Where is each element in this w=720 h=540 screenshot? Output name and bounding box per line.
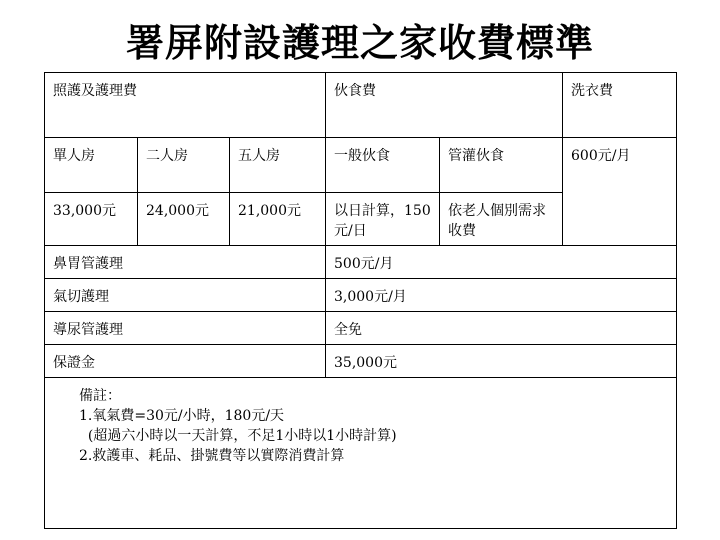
room-type-single: 單人房 — [45, 138, 138, 193]
meal-type-general: 一般伙食 — [326, 138, 440, 193]
care-fee-header: 照護及護理費 — [45, 73, 326, 138]
table-row — [45, 345, 677, 378]
table-row — [45, 138, 677, 193]
meal-value-general: 以日計算，150元/日 — [326, 193, 440, 246]
note-line: 2.救護車、耗品、掛號費等以實際消費計算 — [79, 448, 345, 464]
room-type-five: 五人房 — [230, 138, 326, 193]
note-line: 1.氧氣費=30元/小時，180元/天 — [79, 408, 285, 424]
table-row — [45, 246, 677, 279]
room-price-five: 21,000元 — [230, 193, 326, 246]
row-value: 3,000元/月 — [326, 279, 677, 312]
fee-table — [44, 72, 677, 529]
table-row — [45, 73, 677, 138]
row-label: 導尿管護理 — [45, 312, 326, 345]
table-row — [45, 378, 677, 529]
table-row — [45, 279, 677, 312]
row-label: 保證金 — [45, 345, 326, 378]
row-value: 500元/月 — [326, 246, 677, 279]
room-type-double: 二人房 — [138, 138, 230, 193]
row-value: 35,000元 — [326, 345, 677, 378]
meal-fee-header: 伙食費 — [326, 73, 563, 138]
meal-type-tube: 管灌伙食 — [440, 138, 563, 193]
row-value: 全免 — [326, 312, 677, 345]
room-price-double: 24,000元 — [138, 193, 230, 246]
laundry-fee-header: 洗衣費 — [563, 73, 677, 138]
page-title: 署屏附設護理之家收費標準 — [125, 20, 594, 65]
row-label: 鼻胃管護理 — [45, 246, 326, 279]
note-line: (超過六小時以一天計算，不足1小時以1小時計算) — [79, 428, 397, 444]
room-price-single: 33,000元 — [45, 193, 138, 246]
laundry-value: 600元/月 — [563, 138, 677, 246]
notes-heading: 備註： — [79, 388, 121, 404]
row-label: 氣切護理 — [45, 279, 326, 312]
notes-cell — [45, 378, 677, 529]
table-row — [45, 312, 677, 345]
meal-value-tube: 依老人個別需求收費 — [440, 193, 563, 246]
